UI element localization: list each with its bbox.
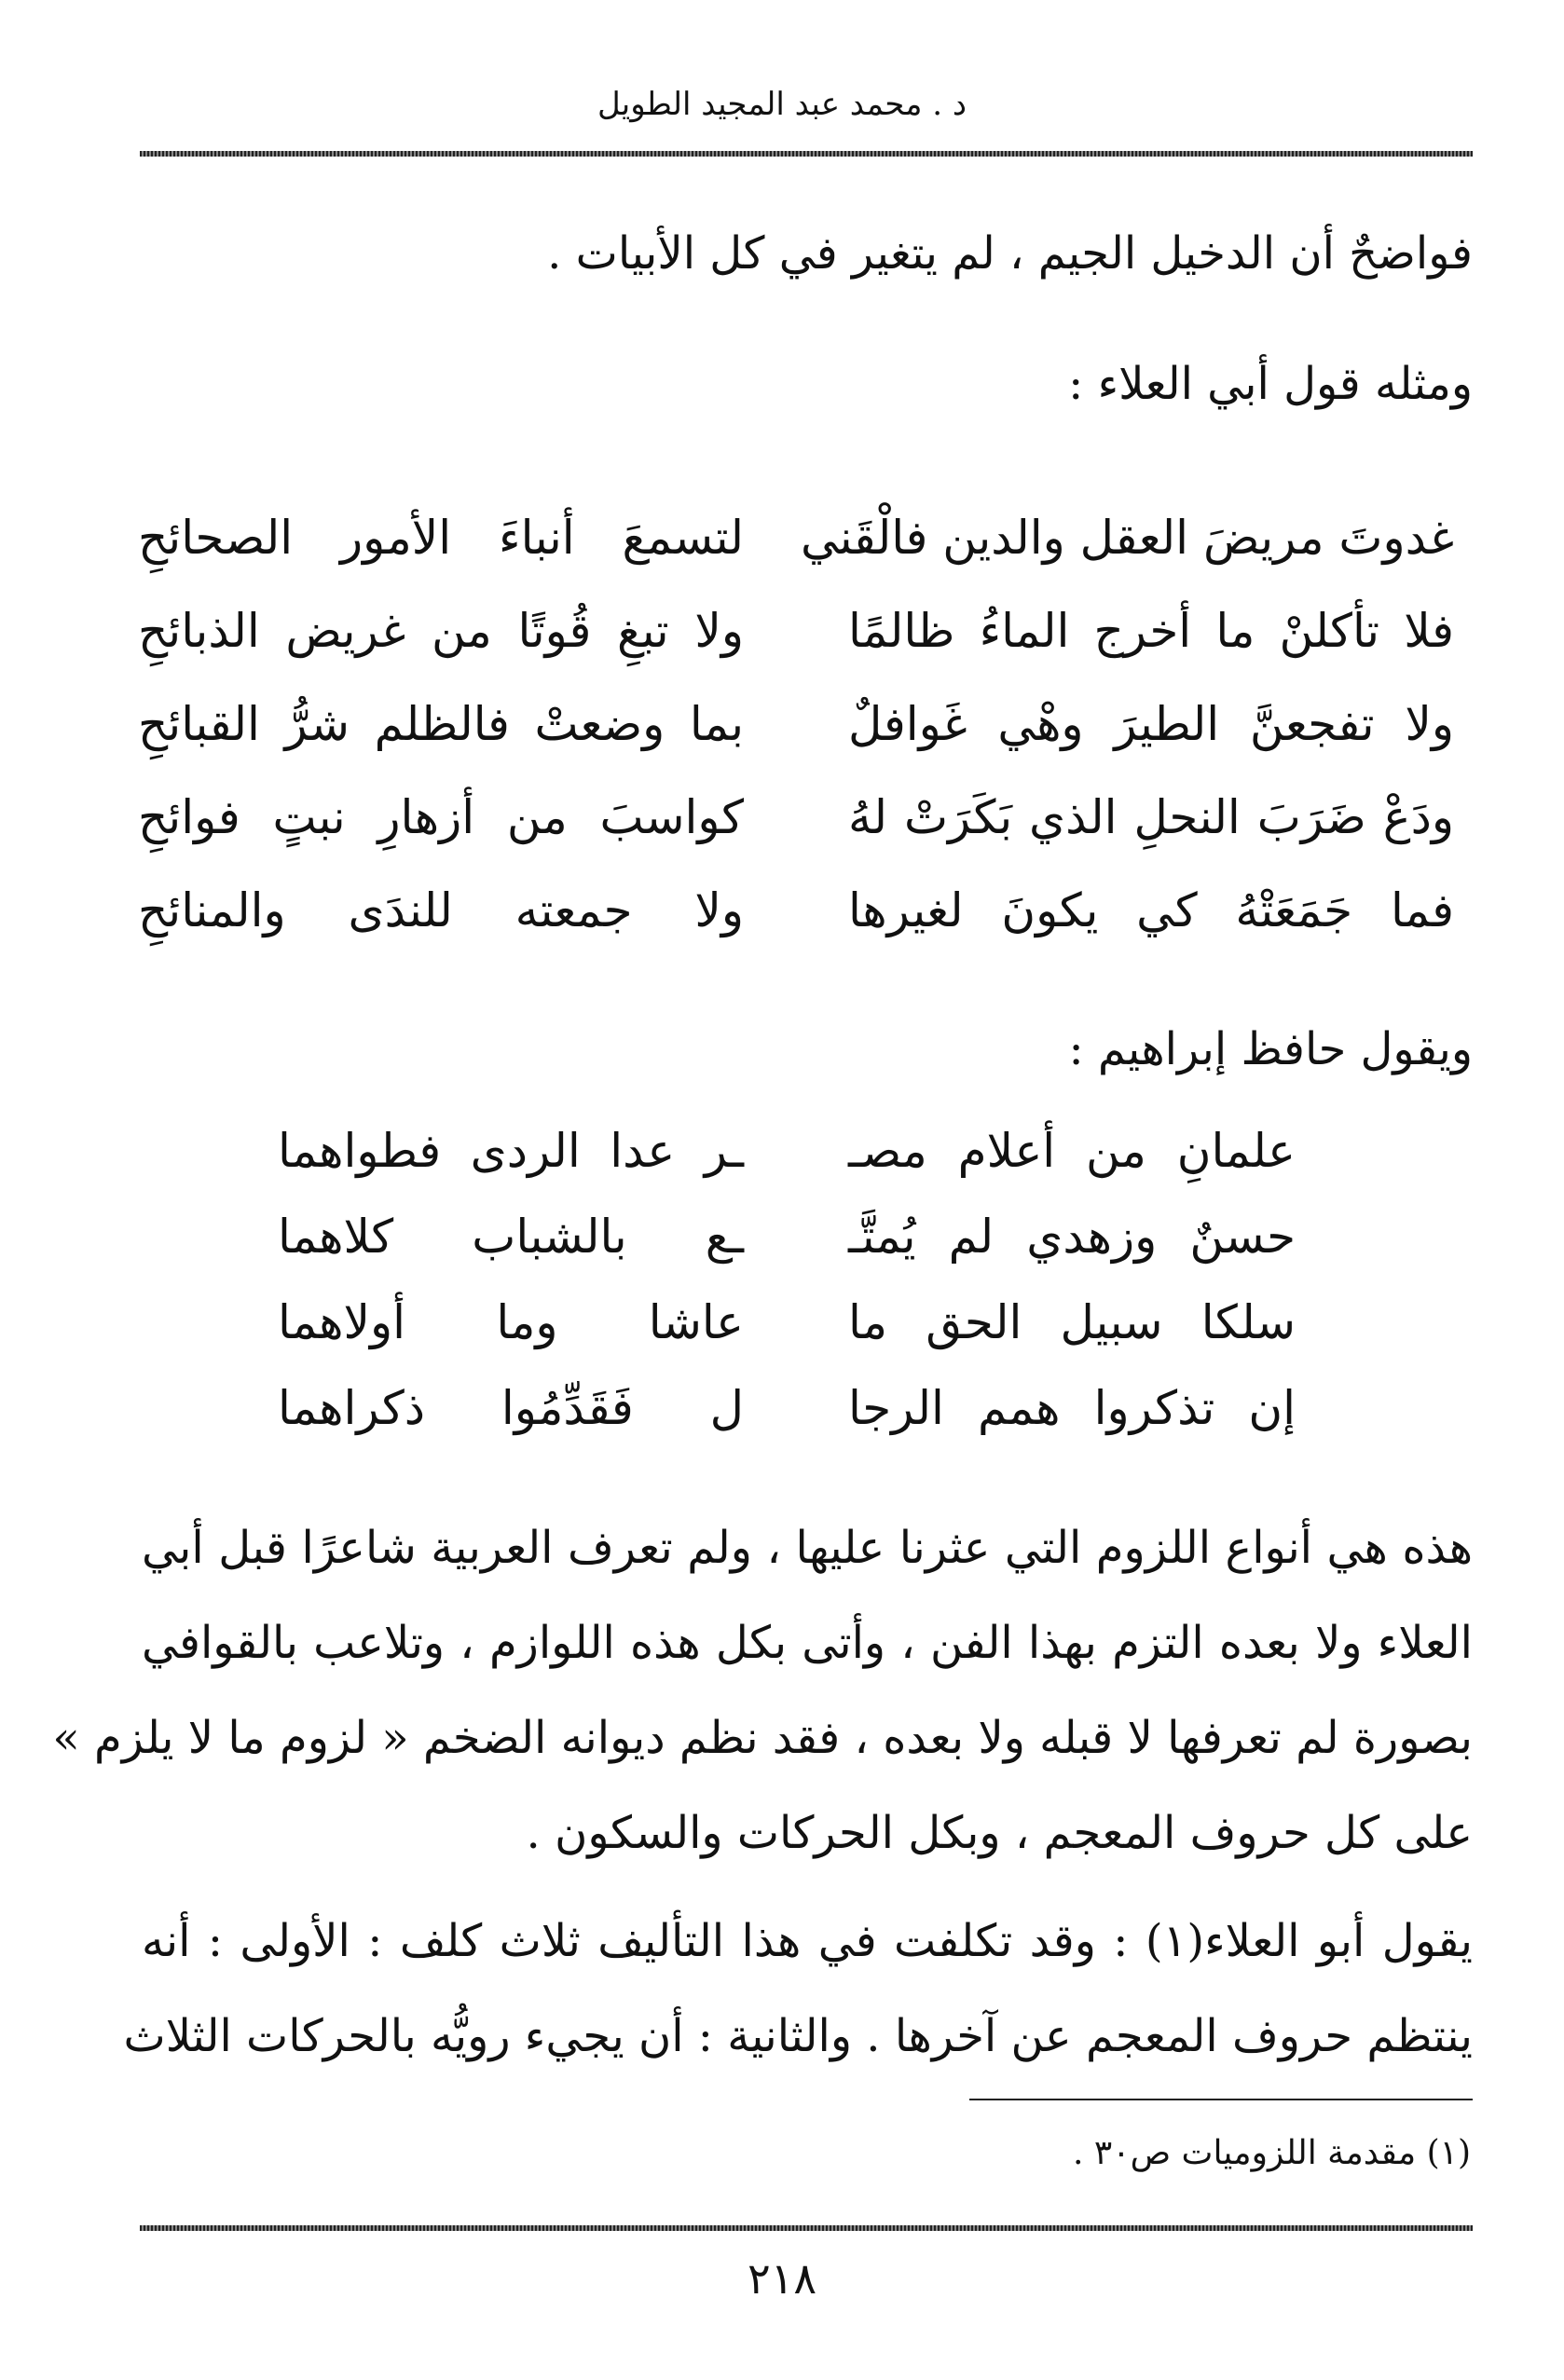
paragraph-example-intro: ومثله قول أبي العلاء :	[1068, 358, 1473, 410]
verse-second-hemistich: ولا جمعته للندَى والمنائحِ	[138, 883, 744, 937]
paragraph-intro: فواضحٌ أن الدخيل الجيم ، لم يتغير في كل الأبيات .	[547, 227, 1473, 280]
footnote-rule	[969, 2099, 1473, 2100]
verse-line	[0, 869, 1564, 952]
paragraph-line: ينتظم حروف المعجم عن آخرها . والثانية : أن يجيء رويُّه بالحركات الثلاث	[123, 2010, 1473, 2062]
verse-second-hemistich: ـر عدا الردى فطواهما	[278, 1124, 744, 1178]
running-head: د . محمد عبد المجيد الطويل	[597, 86, 967, 123]
page-number: ٢١٨	[747, 2253, 817, 2304]
verse-line	[0, 1366, 1564, 1450]
verse-line	[0, 682, 1564, 766]
verse-line	[0, 496, 1564, 580]
verse-second-hemistich: ـع بالشباب كلاهما	[278, 1210, 744, 1264]
verse-first-hemistich: سلكا سبيل الحق ما	[848, 1295, 1296, 1349]
paragraph-line: هذه هي أنواع اللزوم التي عثرنا عليها ، ولم تعرف العربية شاعرًا قبل أبي	[142, 1522, 1473, 1574]
paragraph-line: بصورة لم تعرفها لا قبله ولا بعده ، فقد نظم ديوانه الضخم « لزوم ما لا يلزم »	[52, 1712, 1473, 1764]
paragraph-line: العلاء ولا بعده التزم بهذا الفن ، وأتى بكل هذه اللوازم ، وتلاعب بالقوافي	[142, 1617, 1474, 1669]
verse-first-hemistich: حسنٌ وزهدي لم يُمتَّـ	[848, 1210, 1296, 1264]
paragraph-line: على كل حروف المعجم ، وبكل الحركات والسكون .	[526, 1807, 1473, 1859]
footer-rule	[140, 2225, 1473, 2231]
header-rule	[140, 151, 1473, 157]
verse-first-hemistich: ودَعْ ضَرَبَ النحلِ الذي بَكَرَتْ لهُ	[848, 790, 1454, 844]
verse-first-hemistich: فلا تأكلنْ ما أخرج الماءُ ظالمًا	[848, 604, 1454, 658]
verse-line	[0, 1109, 1564, 1193]
verse-line	[0, 775, 1564, 859]
verse-second-hemistich: بما وضعتْ فالظلم شرُّ القبائحِ	[138, 697, 744, 751]
verse-first-hemistich: علمانِ من أعلام مصـ	[848, 1124, 1296, 1178]
paragraph-line: يقول أبو العلاء(١) : وقد تكلفت في هذا التأليف ثلاث كلف : الأولى : أنه	[142, 1915, 1474, 1967]
verse-first-hemistich: ولا تفجعنَّ الطيرَ وهْي غَوافلٌ	[848, 697, 1454, 751]
verse-second-hemistich: ولا تبغِ قُوتًا من غريض الذبائحِ	[138, 604, 744, 658]
verse-second-hemistich: ل فَقَدِّمُوا ذكراهما	[278, 1381, 744, 1435]
paragraph-luzum	[52, 1500, 1474, 1881]
verse-first-hemistich: غدوتَ مريضَ العقل والدين فالْقَني	[800, 511, 1454, 565]
verse-first-hemistich: إن تذكروا همم الرجا	[848, 1381, 1296, 1435]
verse-line	[0, 1195, 1564, 1279]
verse-line	[0, 1280, 1564, 1364]
paragraph-abu-al-ala-quote	[123, 1894, 1474, 2084]
verse-first-hemistich: فما جَمَعَتْهُ كي يكونَ لغيرها	[848, 883, 1454, 937]
verse-second-hemistich: كواسبَ من أزهارِ نبتٍ فوائحِ	[138, 790, 744, 844]
footnote: (١) مقدمة اللزوميات ص٣٠ .	[1073, 2134, 1471, 2172]
verse-second-hemistich: عاشا وما أولاهما	[278, 1295, 744, 1349]
verse-line	[0, 589, 1564, 673]
paragraph-hafiz-intro: ويقول حافظ إبراهيم :	[1068, 1023, 1473, 1075]
verse-second-hemistich: لتسمعَ أنباءَ الأمور الصحائحِ	[138, 511, 744, 565]
